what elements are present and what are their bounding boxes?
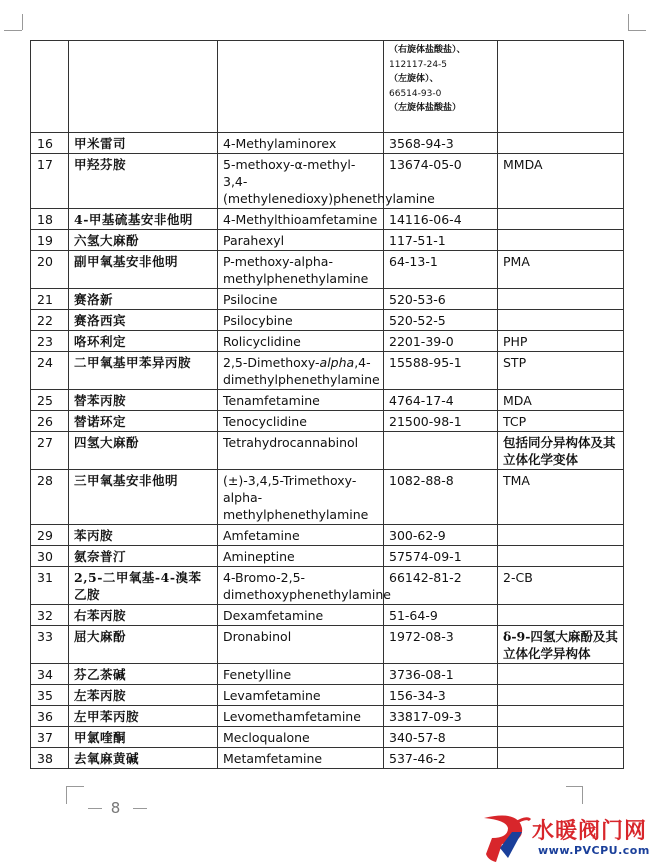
- english-name: Metamfetamine: [218, 748, 384, 769]
- note: δ-9-四氢大麻酚及其立体化学异构体: [498, 626, 624, 664]
- table-row: [31, 748, 624, 769]
- table-row: [31, 706, 624, 727]
- table-row: [31, 352, 624, 390]
- english-name: 4-Bromo-2,5-dimethoxyphenethylamine: [218, 567, 384, 605]
- row-number: 24: [31, 352, 69, 390]
- english-name: Tenocyclidine: [218, 411, 384, 432]
- row-number: 36: [31, 706, 69, 727]
- english-name-part: 2,5-Dimethoxy-: [223, 355, 320, 370]
- english-name: 4-Methylthioamfetamine: [218, 209, 384, 230]
- english-name: Tetrahydrocannabinol: [218, 432, 384, 470]
- table-row: [31, 685, 624, 706]
- table-row: [31, 626, 624, 664]
- note: [498, 748, 624, 769]
- note: MMDA: [498, 154, 624, 209]
- chinese-name: 苯丙胺: [69, 525, 218, 546]
- chinese-name: 右苯丙胺: [69, 605, 218, 626]
- table-row: [31, 470, 624, 525]
- note: PMA: [498, 251, 624, 289]
- row-number: 16: [31, 133, 69, 154]
- row-number: 19: [31, 230, 69, 251]
- table-row: [31, 41, 624, 133]
- english-name: Tenamfetamine: [218, 390, 384, 411]
- row-number: 28: [31, 470, 69, 525]
- row-number: 17: [31, 154, 69, 209]
- cas-number: 57574-09-1: [384, 546, 498, 567]
- english-name: Mecloqualone: [218, 727, 384, 748]
- chinese-name: 左苯丙胺: [69, 685, 218, 706]
- cas-number: 1972-08-3: [384, 626, 498, 664]
- row-number: 33: [31, 626, 69, 664]
- table-row: [31, 289, 624, 310]
- english-name: [218, 41, 384, 133]
- note: STP: [498, 352, 624, 390]
- cas-number: 64-13-1: [384, 251, 498, 289]
- crop-mark: [66, 786, 67, 804]
- row-number: 21: [31, 289, 69, 310]
- row-number: 37: [31, 727, 69, 748]
- english-name: Fenetylline: [218, 664, 384, 685]
- row-number: 30: [31, 546, 69, 567]
- english-name: (±)-3,4,5-Trimethoxy-alpha-methylphenethylamine: [218, 470, 384, 525]
- table-row: [31, 133, 624, 154]
- english-name: Amineptine: [218, 546, 384, 567]
- cas-number: 3568-94-3: [384, 133, 498, 154]
- chinese-name: 副甲氧基安非他明: [69, 251, 218, 289]
- chinese-name: 替诺环定: [69, 411, 218, 432]
- note: [498, 605, 624, 626]
- pv-logo-icon: [478, 810, 532, 864]
- note: TCP: [498, 411, 624, 432]
- note: [498, 525, 624, 546]
- english-name: Rolicyclidine: [218, 331, 384, 352]
- english-name: Dexamfetamine: [218, 605, 384, 626]
- table-row: [31, 727, 624, 748]
- table-row: [31, 154, 624, 209]
- crop-mark: [628, 30, 646, 31]
- table-row: [31, 664, 624, 685]
- watermark-url: www.PVCPU.com: [538, 844, 650, 857]
- substance-table: [30, 40, 624, 769]
- english-name: Amfetamine: [218, 525, 384, 546]
- cas-number: 117-51-1: [384, 230, 498, 251]
- page-number-text: 8: [110, 799, 125, 817]
- table-row: [31, 209, 624, 230]
- cas-number: 4764-17-4: [384, 390, 498, 411]
- row-number: 23: [31, 331, 69, 352]
- row-number: 22: [31, 310, 69, 331]
- note: [498, 546, 624, 567]
- chinese-name: 二甲氧基甲苯异丙胺: [69, 352, 218, 390]
- cas-number: 66142-81-2: [384, 567, 498, 605]
- note: 包括同分异构体及其立体化学变体: [498, 432, 624, 470]
- english-name: Levamfetamine: [218, 685, 384, 706]
- cas-line: 66514-93-0: [389, 88, 442, 99]
- chinese-name: 赛洛西宾: [69, 310, 218, 331]
- note: [498, 230, 624, 251]
- note: [498, 133, 624, 154]
- table-row: [31, 390, 624, 411]
- chinese-name: [69, 41, 218, 133]
- table-row: [31, 251, 624, 289]
- cas-number: 520-53-6: [384, 289, 498, 310]
- note: PHP: [498, 331, 624, 352]
- chinese-name: 4-甲基硫基安非他明: [69, 209, 218, 230]
- note: MDA: [498, 390, 624, 411]
- table-row: [31, 310, 624, 331]
- chinese-name: 四氢大麻酚: [69, 432, 218, 470]
- chinese-name: 甲羟芬胺: [69, 154, 218, 209]
- english-name-italic: alpha: [319, 355, 355, 370]
- note: TMA: [498, 470, 624, 525]
- cas-line: 112117-24-5: [389, 59, 448, 70]
- crop-mark: [66, 786, 84, 787]
- dash-left: [88, 808, 102, 809]
- row-number: 20: [31, 251, 69, 289]
- note: [498, 685, 624, 706]
- cas-number: 33817-09-3: [384, 706, 498, 727]
- cas-line: （左旋体盐酸盐）: [389, 103, 462, 113]
- english-name: Psilocine: [218, 289, 384, 310]
- cas-number: 3736-08-1: [384, 664, 498, 685]
- watermark-name: 水暖阀门网: [532, 819, 648, 844]
- chinese-name: 甲米雷司: [69, 133, 218, 154]
- row-number: 18: [31, 209, 69, 230]
- chinese-name: 屈大麻酚: [69, 626, 218, 664]
- note: [498, 664, 624, 685]
- chinese-name: 赛洛新: [69, 289, 218, 310]
- watermark-logo: [478, 810, 648, 864]
- cas-number: 1082-88-8: [384, 470, 498, 525]
- crop-mark: [582, 786, 583, 804]
- table-row: [31, 546, 624, 567]
- chinese-name: 替苯丙胺: [69, 390, 218, 411]
- cas-number: 21500-98-1: [384, 411, 498, 432]
- english-name: 4-Methylaminorex: [218, 133, 384, 154]
- cas-number: 13674-05-0: [384, 154, 498, 209]
- cas-number: 51-64-9: [384, 605, 498, 626]
- row-number: 34: [31, 664, 69, 685]
- note: [498, 209, 624, 230]
- cas-number: 15588-95-1: [384, 352, 498, 390]
- chinese-name: 氨奈普汀: [69, 546, 218, 567]
- cas-number: 156-34-3: [384, 685, 498, 706]
- row-number: 32: [31, 605, 69, 626]
- cas-line: （右旋体盐酸盐）、: [389, 45, 466, 55]
- cas-line: （左旋体）、: [389, 74, 439, 84]
- note: [498, 727, 624, 748]
- chinese-name: 芬乙茶碱: [69, 664, 218, 685]
- table-row: [31, 525, 624, 546]
- english-name: Dronabinol: [218, 626, 384, 664]
- crop-mark: [566, 786, 583, 787]
- row-number: 27: [31, 432, 69, 470]
- chinese-name: 左甲苯丙胺: [69, 706, 218, 727]
- table-row: [31, 432, 624, 470]
- row-number: 38: [31, 748, 69, 769]
- note: [498, 41, 624, 133]
- cas-number: 14116-06-4: [384, 209, 498, 230]
- english-name: Parahexyl: [218, 230, 384, 251]
- crop-mark: [628, 14, 637, 30]
- crop-mark: [4, 30, 22, 31]
- cas-number: 520-52-5: [384, 310, 498, 331]
- chinese-name: 三甲氧基安非他明: [69, 470, 218, 525]
- chinese-name: 六氢大麻酚: [69, 230, 218, 251]
- english-name: [218, 352, 384, 390]
- cas-number: 2201-39-0: [384, 331, 498, 352]
- cas-number: [384, 432, 498, 470]
- crop-mark: [14, 14, 23, 30]
- english-name: P-methoxy-alpha-methylphenethylamine: [218, 251, 384, 289]
- row-number: 25: [31, 390, 69, 411]
- table-row: [31, 230, 624, 251]
- english-name: Levomethamfetamine: [218, 706, 384, 727]
- cas-number: [384, 41, 498, 133]
- table-row: [31, 605, 624, 626]
- chinese-name: 咯环利定: [69, 331, 218, 352]
- page-number: [88, 799, 147, 817]
- note: [498, 706, 624, 727]
- table-row: [31, 411, 624, 432]
- row-number: 31: [31, 567, 69, 605]
- english-name: Psilocybine: [218, 310, 384, 331]
- row-number: 35: [31, 685, 69, 706]
- cas-number: 537-46-2: [384, 748, 498, 769]
- cas-number: 340-57-8: [384, 727, 498, 748]
- note: [498, 289, 624, 310]
- chinese-name: 甲氯喹酮: [69, 727, 218, 748]
- english-name: 5-methoxy-α-methyl-3,4-(methylenedioxy)phenethylamine: [218, 154, 384, 209]
- chinese-name: 去氧麻黄碱: [69, 748, 218, 769]
- row-number: [31, 41, 69, 133]
- cas-number: 300-62-9: [384, 525, 498, 546]
- table-row: [31, 567, 624, 605]
- row-number: 26: [31, 411, 69, 432]
- row-number: 29: [31, 525, 69, 546]
- note: [498, 310, 624, 331]
- dash-right: [133, 808, 147, 809]
- note: 2-CB: [498, 567, 624, 605]
- table-row: [31, 331, 624, 352]
- chinese-name: 2,5-二甲氧基-4-溴苯乙胺: [69, 567, 218, 605]
- english-name-part: ,4-dimethylphenethylamine: [223, 355, 380, 387]
